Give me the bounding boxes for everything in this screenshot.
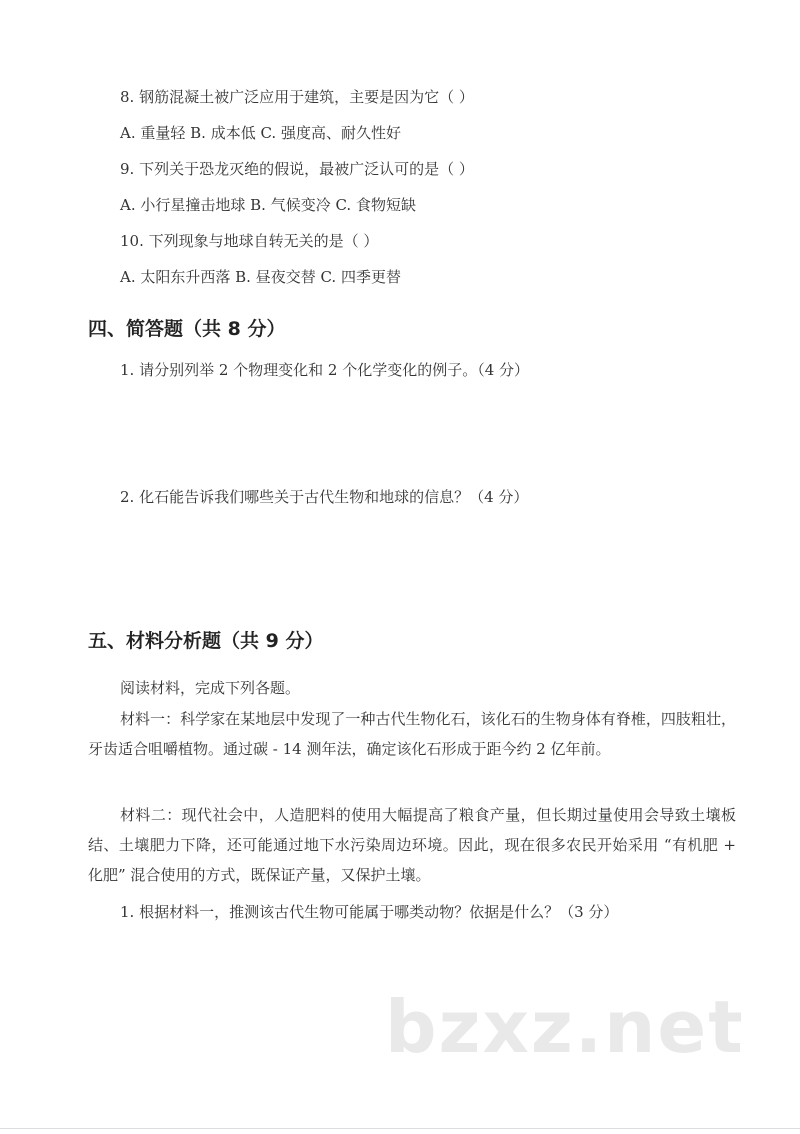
question-8-options: A. 重量轻 B. 成本低 C. 强度高、耐久性好 [120, 124, 401, 142]
question-8: 8. 钢筋混凝土被广泛应用于建筑，主要是因为它（ ） [120, 88, 474, 106]
section-4-heading: 四、简答题（共 8 分） [88, 318, 286, 340]
short-answer-1: 1. 请分别列举 2 个物理变化和 2 个化学变化的例子。（4 分） [120, 361, 530, 379]
page-bottom-divider [0, 1128, 800, 1129]
question-10: 10. 下列现象与地球自转无关的是（ ） [120, 232, 379, 250]
material-1: 材料一：科学家在某地层中发现了一种古代生物化石，该化石的生物身体有脊椎，四肢粗壮，牙齿适合咀嚼植物。通过碳 - 14 测年法，确定该化石形成于距今约 2 亿年前。 [88, 710, 736, 758]
watermark: bzxz.net [385, 985, 745, 1069]
short-answer-2: 2. 化石能告诉我们哪些关于古代生物和地球的信息？（4 分） [120, 488, 529, 506]
section-5-heading: 五、材料分析题（共 9 分） [88, 630, 324, 652]
question-9: 9. 下列关于恐龙灭绝的假说，最被广泛认可的是（ ） [120, 160, 474, 178]
analysis-question-1: 1. 根据材料一，推测该古代生物可能属于哪类动物？依据是什么？（3 分） [120, 903, 619, 921]
question-10-options: A. 太阳东升西落 B. 昼夜交替 C. 四季更替 [120, 268, 401, 286]
material-2: 材料二：现代社会中，人造肥料的使用大幅提高了粮食产量，但长期过量使用会导致土壤板结、土壤肥力下降，还可能通过地下水污染周边环境。因此，现在很多农民开始采用 “有机肥 + 化肥” 混合使用的方式，既保证产量，又保护土壤。 [88, 806, 736, 884]
material-intro: 阅读材料，完成下列各题。 [120, 679, 301, 697]
question-9-options: A. 小行星撞击地球 B. 气候变冷 C. 食物短缺 [120, 196, 416, 214]
